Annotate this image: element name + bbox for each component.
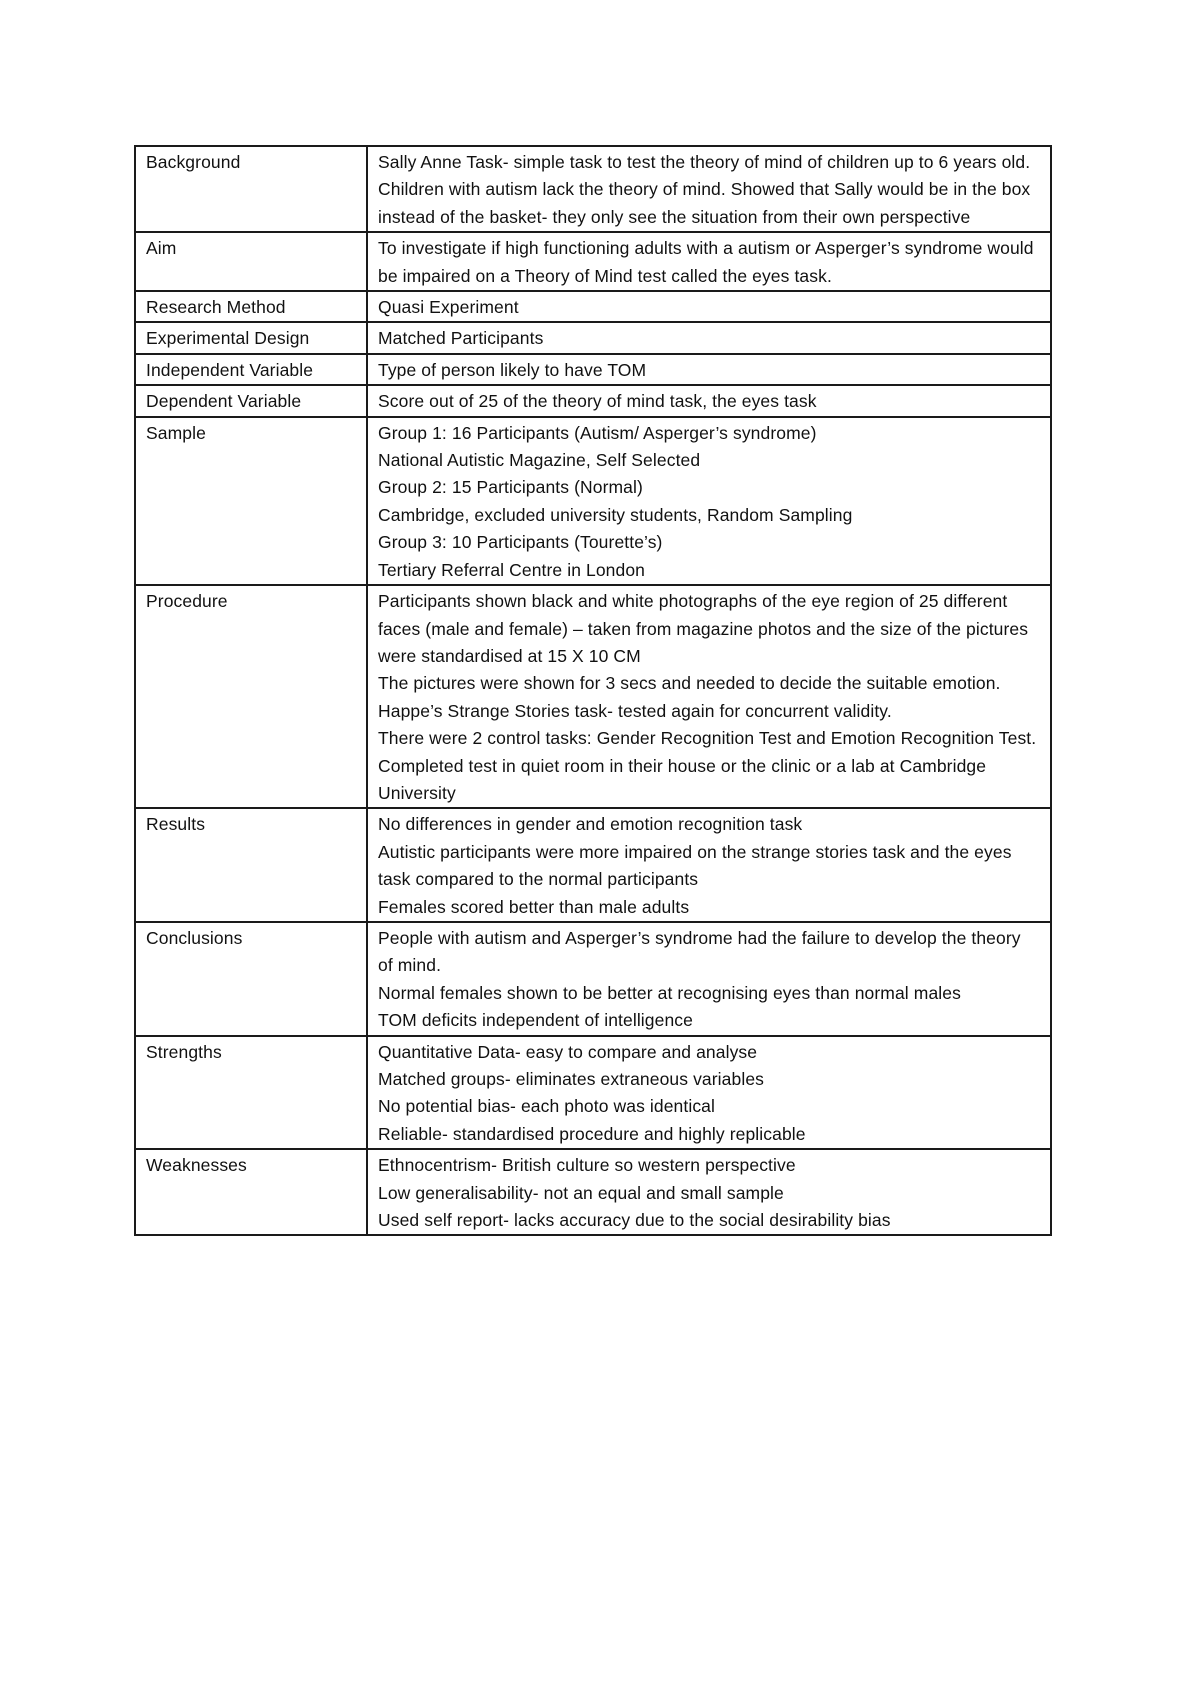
row-label-cell (135, 1149, 367, 1235)
row-label-cell (135, 322, 367, 353)
row-label-cell (135, 417, 367, 585)
table-row (135, 1149, 1051, 1235)
row-label: Strengths (146, 1041, 222, 1062)
row-label-cell (135, 232, 367, 291)
row-content-cell (367, 232, 1051, 291)
row-content-line: There were 2 control tasks: Gender Recognition Test and Emotion Recognition Test. (378, 728, 1037, 749)
row-content-line: People with autism and Asperger’s syndrome had the failure to develop the theory of mind. (378, 927, 1026, 976)
row-content-line: Completed test in quiet room in their house or the clinic or a lab at Cambridge University (378, 755, 992, 803)
row-content-line: Participants shown black and white photographs of the eye region of 25 different faces (male and female) – taken from magazine photos and the size of the pictures were standardised at 15 X 10 CM (378, 591, 1034, 666)
table-row (135, 1036, 1051, 1150)
row-content-line: Group 2: 15 Participants (Normal) (378, 477, 643, 498)
row-content-line: Females scored better than male adults (378, 896, 690, 917)
row-content-line: Normal females shown to be better at recognising eyes than normal males (378, 982, 961, 1003)
table-row (135, 322, 1051, 353)
row-label: Sample (146, 422, 206, 443)
row-label-cell (135, 385, 367, 416)
row-content-line: No potential bias- each photo was identical (378, 1096, 716, 1117)
table-row (135, 417, 1051, 585)
row-label: Procedure (146, 591, 228, 612)
table-row (135, 808, 1051, 922)
row-content-line: National Autistic Magazine, Self Selected (378, 450, 701, 471)
row-content-cell (367, 385, 1051, 416)
table-row (135, 146, 1051, 232)
row-content-line: To investigate if high functioning adults with a autism or Asperger’s syndrome would be impaired on a Theory of Mind test called the eyes task. (378, 238, 1039, 286)
row-content-line: Group 3: 10 Participants (Tourette’s) (378, 532, 663, 553)
row-content-line: Happe’s Strange Stories task- tested again for concurrent validity. (378, 700, 892, 721)
row-content-cell (367, 291, 1051, 322)
table-row (135, 232, 1051, 291)
row-content-line: Quasi Experiment (378, 297, 519, 318)
table-row (135, 585, 1051, 808)
row-label-cell (135, 922, 367, 1036)
row-label: Dependent Variable (146, 391, 302, 412)
row-label: Conclusions (146, 927, 243, 948)
row-label: Independent Variable (146, 359, 314, 380)
row-content-line: Score out of 25 of the theory of mind task, the eyes task (378, 391, 817, 412)
row-content-line: The pictures were shown for 3 secs and needed to decide the suitable emotion. (378, 673, 1001, 694)
row-label: Background (146, 152, 241, 172)
row-content-line: Used self report- lacks accuracy due to the social desirability bias (378, 1210, 891, 1231)
table-row (135, 385, 1051, 416)
row-content-cell (367, 1036, 1051, 1150)
table-row (135, 291, 1051, 322)
row-label-cell (135, 585, 367, 808)
row-content-cell (367, 1149, 1051, 1235)
row-label-cell (135, 1036, 367, 1150)
row-content-cell (367, 922, 1051, 1036)
row-content-line: Autistic participants were more impaired on the strange stories task and the eyes task compared to the normal participants (378, 841, 1017, 890)
row-content-cell (367, 417, 1051, 585)
study-summary-table (134, 145, 1052, 1236)
row-content-line: Tertiary Referral Centre in London (378, 559, 646, 580)
table-row (135, 922, 1051, 1036)
row-content-cell (367, 354, 1051, 385)
row-label: Results (146, 814, 206, 835)
row-label-cell (135, 291, 367, 322)
row-content-line: Cambridge, excluded university students, Random Sampling (378, 504, 853, 525)
row-content-line: Matched Participants (378, 328, 544, 349)
table-body (135, 146, 1051, 1235)
row-content-line: Matched groups- eliminates extraneous variables (378, 1069, 765, 1089)
row-content-line: Type of person likely to have TOM (378, 359, 647, 380)
row-content-line: Sally Anne Task- simple task to test the theory of mind of children up to 6 years old. Children with autism lack the theory of mind. Showed that Sally would be in the box instead of the basket- they only see the situation from their own perspective (378, 152, 1036, 227)
row-content-line: Reliable- standardised procedure and highly replicable (378, 1123, 806, 1144)
row-label: Aim (146, 238, 177, 259)
row-content-line: Group 1: 16 Participants (Autism/ Asperger’s syndrome) (378, 422, 817, 443)
row-label: Weaknesses (146, 1155, 247, 1176)
row-label-cell (135, 146, 367, 232)
table-row (135, 354, 1051, 385)
row-label-cell (135, 808, 367, 922)
row-label: Experimental Design (146, 328, 310, 349)
row-content-cell (367, 808, 1051, 922)
row-content-cell (367, 146, 1051, 232)
row-label: Research Method (146, 297, 286, 318)
row-content-cell (367, 585, 1051, 808)
row-content-cell (367, 322, 1051, 353)
row-label-cell (135, 354, 367, 385)
row-content-line: TOM deficits independent of intelligence (378, 1010, 693, 1031)
row-content-line: Ethnocentrism- British culture so western perspective (378, 1155, 796, 1176)
row-content-line: Quantitative Data- easy to compare and analyse (378, 1041, 758, 1062)
row-content-line: Low generalisability- not an equal and small sample (378, 1182, 784, 1203)
row-content-line: No differences in gender and emotion recognition task (378, 814, 803, 835)
